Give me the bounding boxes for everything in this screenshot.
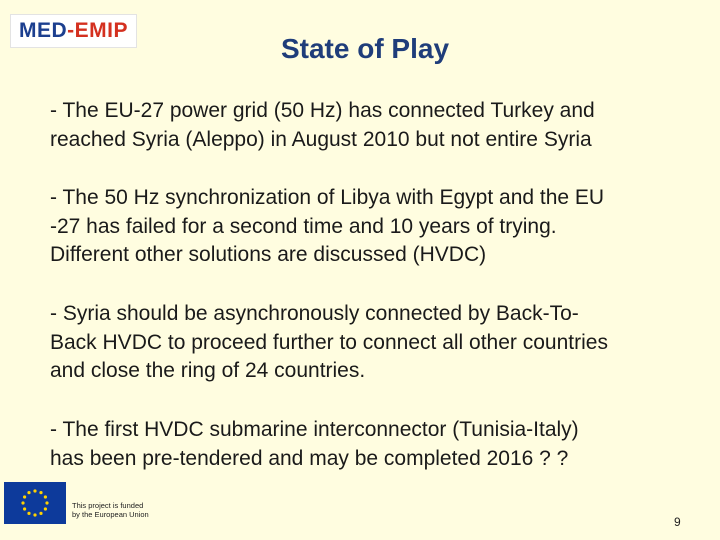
bullet-paragraph-2: - The 50 Hz synchronization of Libya with Egypt and the EU -27 has failed for a second time and 10 years of trying. Different other solutions are discussed (HVDC) [50, 186, 605, 266]
bullet-paragraph-3: - Syria should be asynchronously connected by Back-To- Back HVDC to proceed further to connect all other countries and close the ring of 24 countries. [50, 302, 608, 382]
slide-title: State of Play [280, 33, 450, 64]
eu-funding-text: This project is funded by the European Union [72, 501, 149, 519]
bullet-paragraph-1: - The EU-27 power grid (50 Hz) has connected Turkey and reached Syria (Aleppo) in August 2010 but not entire Syria [50, 99, 595, 151]
eu-flag-icon [4, 482, 66, 524]
logo-part-emip: EMIP [74, 19, 128, 42]
logo-dash: - [67, 19, 75, 42]
page-number: 9 [674, 515, 681, 529]
logo-part-med: MED [18, 19, 68, 42]
bullet-paragraph-4: - The first HVDC submarine interconnector (Tunisia-Italy) has been pre-tendered and may be completed 2016 ? ? [50, 418, 579, 470]
